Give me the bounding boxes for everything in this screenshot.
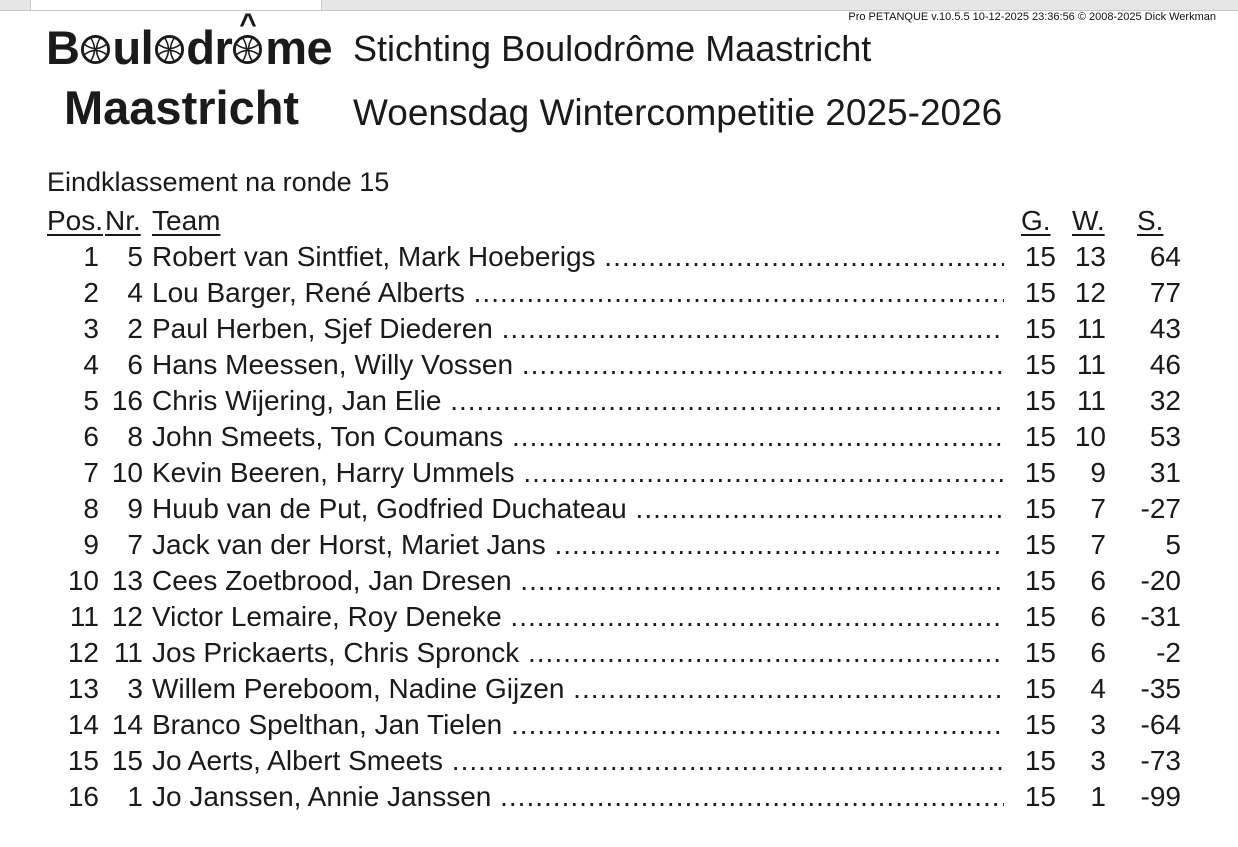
- header-wins: W.: [1072, 205, 1105, 236]
- row-wins: 7: [1090, 493, 1106, 524]
- table-row: [47, 383, 1192, 419]
- row-score: -20: [1140, 565, 1181, 596]
- row-team-name: Lou Barger, René Alberts .....: [152, 275, 1004, 311]
- standings-table: [47, 203, 1192, 815]
- logo-wordmark: [46, 8, 333, 75]
- petanque-ball-icon: [80, 34, 111, 65]
- row-wins: 4: [1090, 673, 1106, 704]
- logo-text-part: me: [265, 21, 333, 74]
- row-games: 15: [1024, 601, 1056, 632]
- row-team-number: 2: [127, 313, 143, 344]
- header-score: S.: [1137, 205, 1164, 236]
- logo-text-part: dr: [186, 21, 233, 74]
- table-row: [47, 275, 1192, 311]
- row-position: 8: [83, 493, 99, 524]
- petanque-ball-icon: [154, 34, 185, 65]
- row-wins: 7: [1090, 529, 1106, 560]
- header-team: Team: [152, 205, 221, 236]
- table-row: [47, 779, 1192, 815]
- row-team-number: 8: [127, 421, 143, 452]
- row-team-number: 9: [127, 493, 143, 524]
- logo-city: Maastricht: [64, 81, 300, 134]
- table-row: [47, 419, 1192, 455]
- row-score: 46: [1149, 349, 1181, 380]
- row-games: 15: [1024, 385, 1056, 416]
- row-wins: 10: [1074, 421, 1106, 452]
- row-games: 15: [1024, 565, 1056, 596]
- header-nr: Nr.: [105, 205, 141, 236]
- row-games: 15: [1024, 745, 1056, 776]
- row-games: 15: [1024, 529, 1056, 560]
- row-wins: 6: [1090, 565, 1106, 596]
- row-score: -31: [1140, 601, 1181, 632]
- row-team-number: 15: [111, 745, 143, 776]
- row-team-number: 4: [127, 277, 143, 308]
- row-team-name: Jo Aerts, Albert Smeets .....: [152, 743, 1004, 779]
- row-team-number: 16: [111, 385, 143, 416]
- table-row: [47, 527, 1192, 563]
- header-games: G.: [1021, 205, 1051, 236]
- row-team-number: 6: [127, 349, 143, 380]
- row-wins: 13: [1074, 241, 1106, 272]
- row-wins: 6: [1090, 637, 1106, 668]
- row-score: 53: [1149, 421, 1181, 452]
- row-position: 11: [69, 601, 99, 632]
- row-position: 1: [83, 241, 99, 272]
- boulodrome-logo: [46, 8, 346, 135]
- row-team-name: Cees Zoetbrood, Jan Dresen .....: [152, 563, 1004, 599]
- row-position: 6: [83, 421, 99, 452]
- row-wins: 11: [1076, 385, 1106, 416]
- row-wins: 3: [1090, 709, 1106, 740]
- row-wins: 12: [1074, 277, 1106, 308]
- row-position: 14: [67, 709, 99, 740]
- row-team-name: Victor Lemaire, Roy Deneke .....: [152, 599, 1004, 635]
- row-team-name: Kevin Beeren, Harry Ummels .....: [152, 455, 1004, 491]
- ranking-subtitle: Eindklassement na ronde 15: [47, 167, 390, 197]
- row-team-name: Branco Spelthan, Jan Tielen .....: [152, 707, 1004, 743]
- row-score: -99: [1140, 781, 1181, 812]
- row-games: 15: [1024, 709, 1056, 740]
- row-score: -73: [1140, 745, 1181, 776]
- row-score: -2: [1156, 637, 1181, 668]
- row-score: -27: [1140, 493, 1181, 524]
- row-games: 15: [1024, 277, 1056, 308]
- table-row: [47, 347, 1192, 383]
- software-credit: Pro PETANQUE v.10.5.5 10-12-2025 23:36:56 © 2008-2025 Dick Werkman: [848, 11, 1216, 23]
- table-row: [47, 635, 1192, 671]
- table-row: [47, 239, 1192, 275]
- active-tab[interactable]: [30, 0, 322, 10]
- table-row: [47, 563, 1192, 599]
- table-row: [47, 455, 1192, 491]
- row-score: -64: [1140, 709, 1181, 740]
- row-team-number: 13: [111, 565, 143, 596]
- row-score: 32: [1149, 385, 1181, 416]
- row-position: 9: [83, 529, 99, 560]
- row-position: 13: [67, 673, 99, 704]
- row-position: 10: [67, 565, 99, 596]
- row-team-number: 7: [127, 529, 143, 560]
- row-team-name: John Smeets, Ton Coumans .....: [152, 419, 1004, 455]
- row-games: 15: [1024, 493, 1056, 524]
- row-games: 15: [1024, 313, 1056, 344]
- row-wins: 3: [1090, 745, 1106, 776]
- table-header-row: [47, 203, 1192, 239]
- row-team-number: 14: [111, 709, 143, 740]
- circumflex-ball-glyph: [232, 8, 265, 65]
- row-games: 15: [1024, 241, 1056, 272]
- row-team-name: Huub van de Put, Godfried Duchateau .....: [152, 491, 1004, 527]
- competition-title: Woensdag Wintercompetitie 2025-2026: [353, 92, 1003, 133]
- logo-text-part: ul: [112, 21, 154, 74]
- row-position: 15: [67, 745, 99, 776]
- row-team-name: Robert van Sintfiet, Mark Hoeberigs .....: [152, 239, 1004, 275]
- table-row: [47, 707, 1192, 743]
- row-team-name: Willem Pereboom, Nadine Gijzen .....: [152, 671, 1004, 707]
- row-team-name: Chris Wijering, Jan Elie .....: [152, 383, 1004, 419]
- row-position: 4: [83, 349, 99, 380]
- logo-text-part: B: [46, 21, 80, 74]
- row-score: 77: [1149, 277, 1181, 308]
- row-games: 15: [1024, 349, 1056, 380]
- row-team-name: Jo Janssen, Annie Janssen .....: [152, 779, 1004, 815]
- row-position: 12: [67, 637, 99, 668]
- row-score: 5: [1165, 529, 1181, 560]
- organisation-name: Stichting Boulodrôme Maastricht: [353, 28, 872, 69]
- row-wins: 1: [1090, 781, 1106, 812]
- row-team-number: 3: [127, 673, 143, 704]
- row-position: 16: [67, 781, 99, 812]
- row-games: 15: [1024, 457, 1056, 488]
- table-row: [47, 743, 1192, 779]
- row-team-number: 5: [127, 241, 143, 272]
- header-pos: Pos.: [47, 205, 104, 236]
- row-score: 64: [1149, 241, 1181, 272]
- row-games: 15: [1024, 673, 1056, 704]
- row-position: 7: [83, 457, 99, 488]
- row-team-name: Jos Prickaerts, Chris Spronck .....: [152, 635, 1004, 671]
- row-team-number: 11: [113, 637, 143, 668]
- row-position: 5: [83, 385, 99, 416]
- row-team-number: 12: [111, 601, 143, 632]
- row-games: 15: [1024, 637, 1056, 668]
- row-team-number: 1: [127, 781, 143, 812]
- table-row: [47, 491, 1192, 527]
- tab-strip: [0, 0, 1238, 11]
- table-row: [47, 671, 1192, 707]
- row-score: 43: [1149, 313, 1181, 344]
- table-row: [47, 599, 1192, 635]
- row-wins: 6: [1090, 601, 1106, 632]
- row-team-name: Jack van der Horst, Mariet Jans .....: [152, 527, 1004, 563]
- row-score: 31: [1149, 457, 1181, 488]
- row-games: 15: [1024, 781, 1056, 812]
- petanque-ball-icon: [232, 34, 263, 65]
- row-score: -35: [1140, 673, 1181, 704]
- table-row: [47, 311, 1192, 347]
- row-team-name: Paul Herben, Sjef Diederen .....: [152, 311, 1004, 347]
- row-position: 2: [83, 277, 99, 308]
- circumflex-mark: ^: [239, 8, 257, 41]
- row-wins: 11: [1076, 313, 1106, 344]
- row-wins: 11: [1076, 349, 1106, 380]
- row-team-name: Hans Meessen, Willy Vossen .....: [152, 347, 1004, 383]
- row-wins: 9: [1090, 457, 1106, 488]
- row-games: 15: [1024, 421, 1056, 452]
- row-position: 3: [83, 313, 99, 344]
- row-team-number: 10: [111, 457, 143, 488]
